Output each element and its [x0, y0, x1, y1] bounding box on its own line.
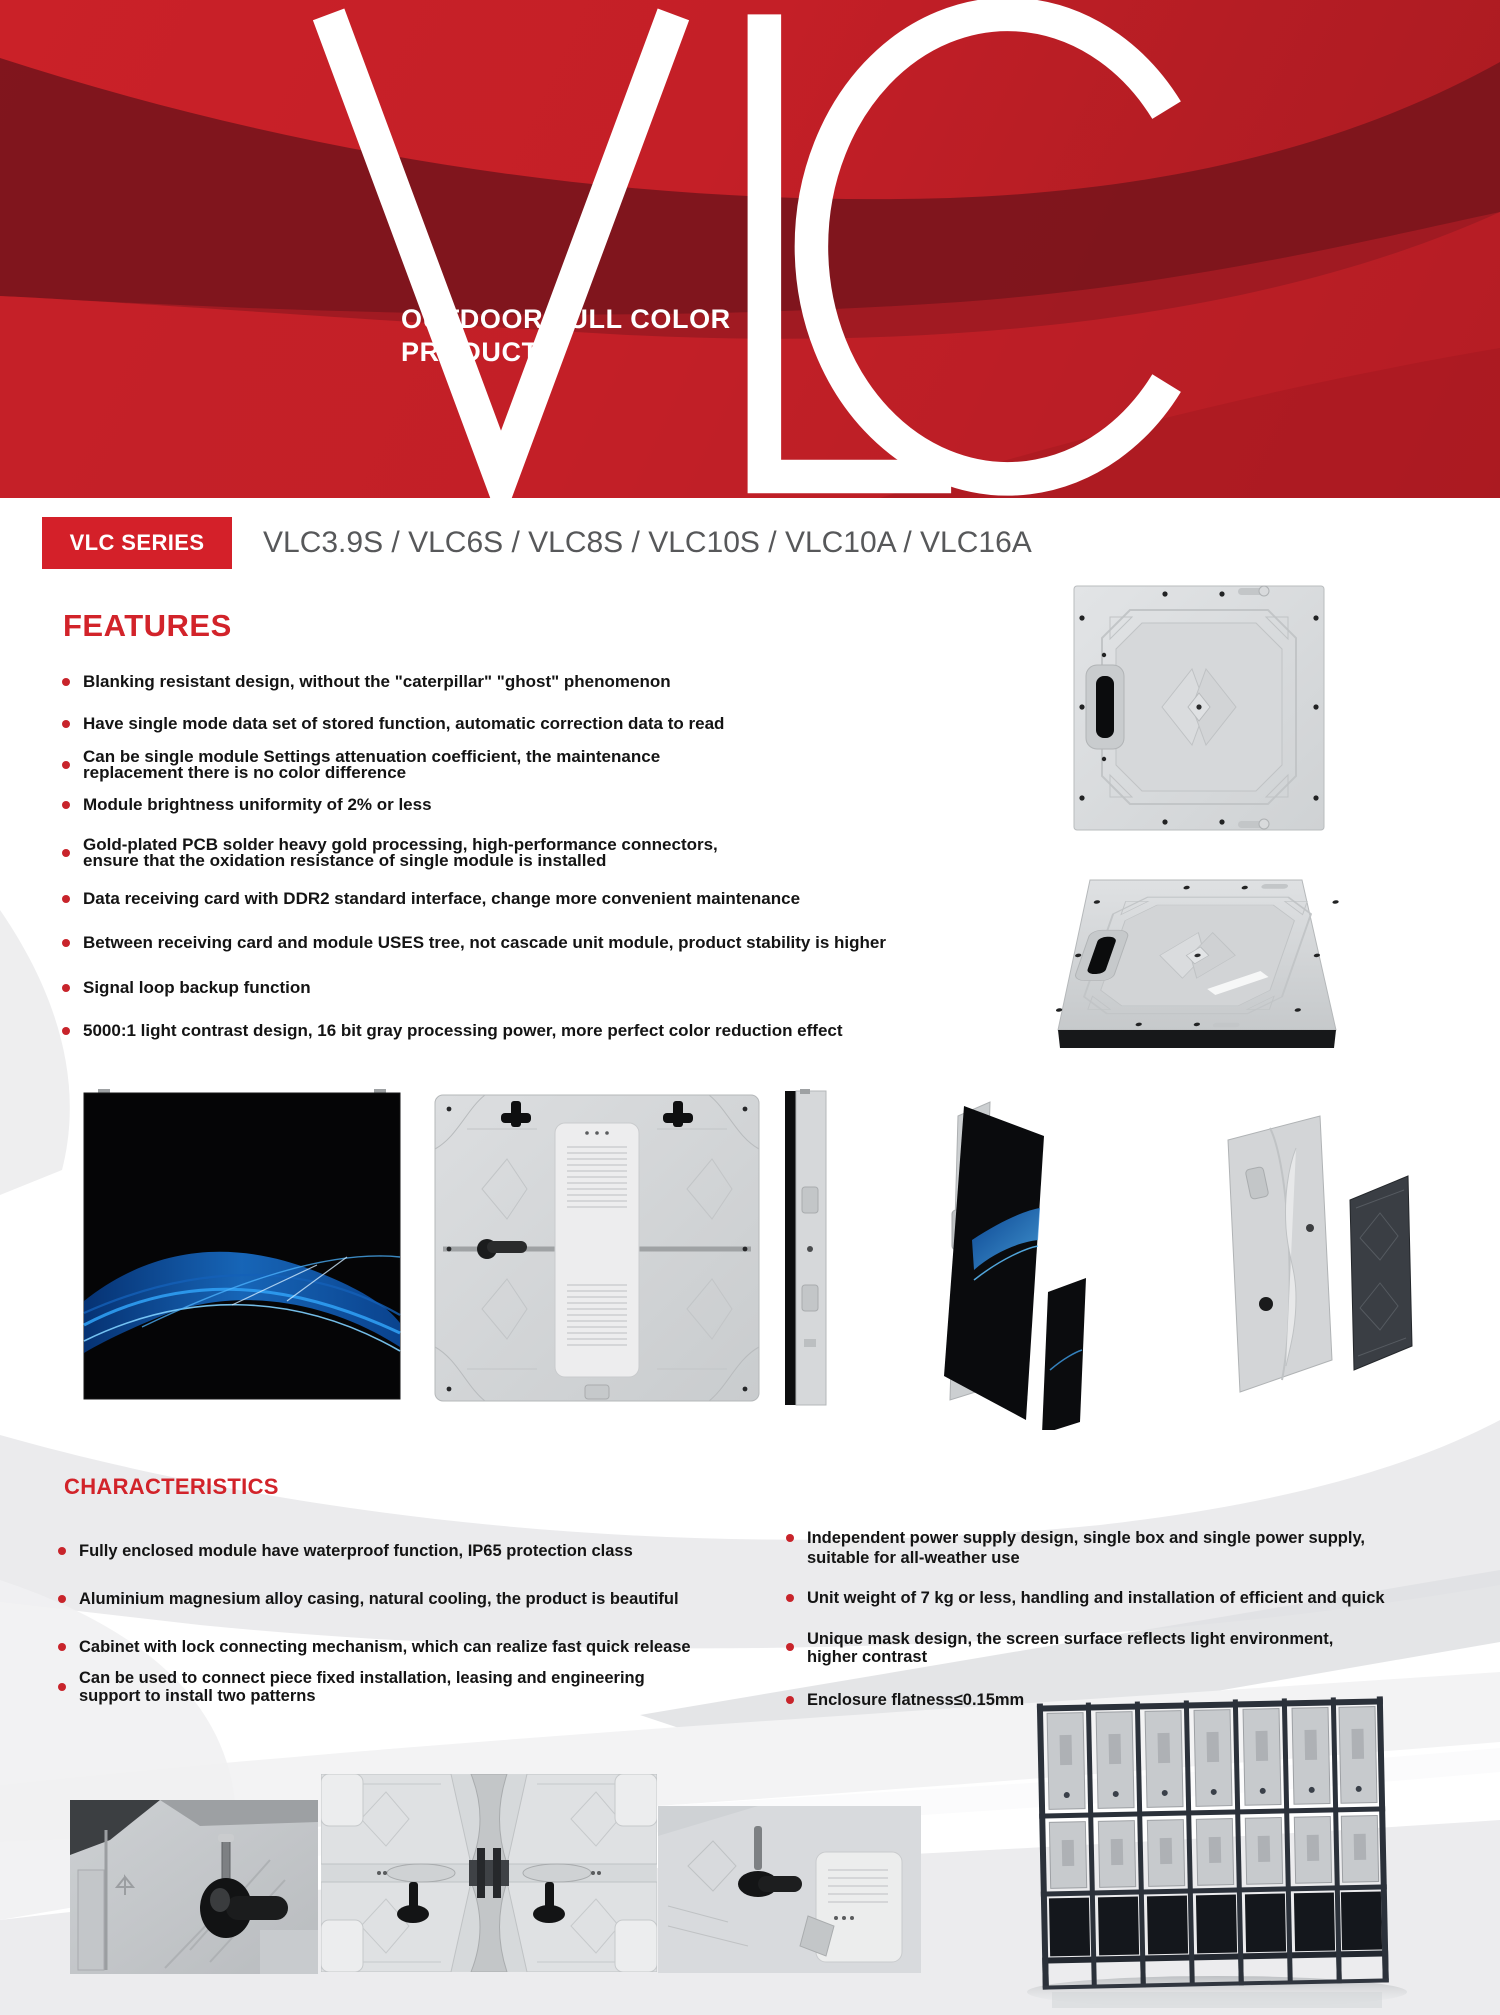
- series-badge: VLC SERIES: [42, 517, 232, 569]
- vlc-logo: [0, 0, 1500, 498]
- feature-item: Between receiving card and module USES tree, not cascade unit module, product stability is higher: [62, 933, 886, 953]
- bullet-icon: [58, 1643, 66, 1651]
- feature-item: Can be single module Settings attenuation coefficient, the maintenance replacement there is no color difference: [62, 749, 886, 781]
- bullet-icon: [62, 984, 70, 992]
- led-cabinet-back-tilted-image: [1050, 872, 1344, 1072]
- characteristic-item: Enclosure flatness≤0.15mm: [786, 1690, 1385, 1710]
- cabinet-joint-closeup-image: [321, 1774, 657, 1972]
- characteristic-item: Independent power supply design, single box and single power supply, suitable for all-weather use: [786, 1528, 1385, 1568]
- cabinet-exploded-module-image: [1200, 1108, 1418, 1404]
- characteristic-item: Can be used to connect piece fixed installation, leasing and engineering support to install two patterns: [58, 1669, 691, 1705]
- features-heading: FEATURES: [63, 608, 232, 643]
- characteristic-item: Aluminium magnesium alloy casing, natural cooling, the product is beautiful: [58, 1589, 691, 1609]
- cabinet-side-profile-image: [780, 1089, 834, 1407]
- cabinet-rear-power-supply-image: [427, 1089, 767, 1409]
- feature-item: Gold-plated PCB solder heavy gold processing, high-performance connectors, ensure that the oxidation resistance of single module is installed: [62, 837, 886, 869]
- features-list: [62, 672, 886, 1063]
- characteristic-item: Unique mask design, the screen surface reflects light environment, higher contrast: [786, 1630, 1385, 1666]
- hero-subtitle-line2: PRODUCT: [401, 337, 539, 367]
- feature-item: Module brightness uniformity of 2% or less: [62, 795, 886, 815]
- led-cabinet-back-flat-image: [1070, 583, 1328, 833]
- bullet-icon: [786, 1643, 794, 1651]
- characteristics-heading: CHARACTERISTICS: [64, 1474, 279, 1499]
- bullet-icon: [58, 1683, 66, 1691]
- bullet-icon: [62, 895, 70, 903]
- characteristic-item: Fully enclosed module have waterproof function, IP65 protection class: [58, 1541, 691, 1561]
- characteristic-item: Cabinet with lock connecting mechanism, which can realize fast quick release: [58, 1637, 691, 1657]
- characteristics-left-column: [58, 1541, 691, 1727]
- feature-item: Signal loop backup function: [62, 978, 886, 998]
- bullet-icon: [62, 849, 70, 857]
- bullet-icon: [786, 1594, 794, 1602]
- bullet-icon: [58, 1547, 66, 1555]
- bullet-icon: [786, 1534, 794, 1542]
- hero-subtitle-line1: OUTDOOR FULL COLOR: [401, 304, 731, 334]
- lock-handle-closeup-image: [70, 1800, 318, 1974]
- bullet-icon: [62, 678, 70, 686]
- cabinet-angled-with-module-image: [932, 1090, 1110, 1430]
- bullet-icon: [62, 761, 70, 769]
- bullet-icon: [58, 1595, 66, 1603]
- led-wall-rear-structure-image: [1022, 1692, 1407, 2014]
- feature-item: Have single mode data set of stored function, automatic correction data to read: [62, 714, 886, 734]
- bullet-icon: [786, 1696, 794, 1704]
- bullet-icon: [62, 720, 70, 728]
- bullet-icon: [62, 939, 70, 947]
- bullet-icon: [62, 801, 70, 809]
- feature-item: Blanking resistant design, without the "caterpillar" "ghost" phenomenon: [62, 672, 886, 692]
- hero-subtitle: [401, 303, 731, 369]
- series-model-list: VLC3.9S / VLC6S / VLC8S / VLC10S / VLC10A / VLC16A: [263, 526, 1032, 559]
- hero-header: [0, 0, 1500, 498]
- lock-pin-closeup-image: [658, 1806, 921, 1973]
- bullet-icon: [62, 1027, 70, 1035]
- characteristic-item: Unit weight of 7 kg or less, handling and installation of efficient and quick: [786, 1588, 1385, 1608]
- led-screen-front-blue-wave-image: [82, 1089, 402, 1403]
- feature-item: 5000:1 light contrast design, 16 bit gray processing power, more perfect color reduction effect: [62, 1021, 886, 1041]
- feature-item: Data receiving card with DDR2 standard interface, change more convenient maintenance: [62, 889, 886, 909]
